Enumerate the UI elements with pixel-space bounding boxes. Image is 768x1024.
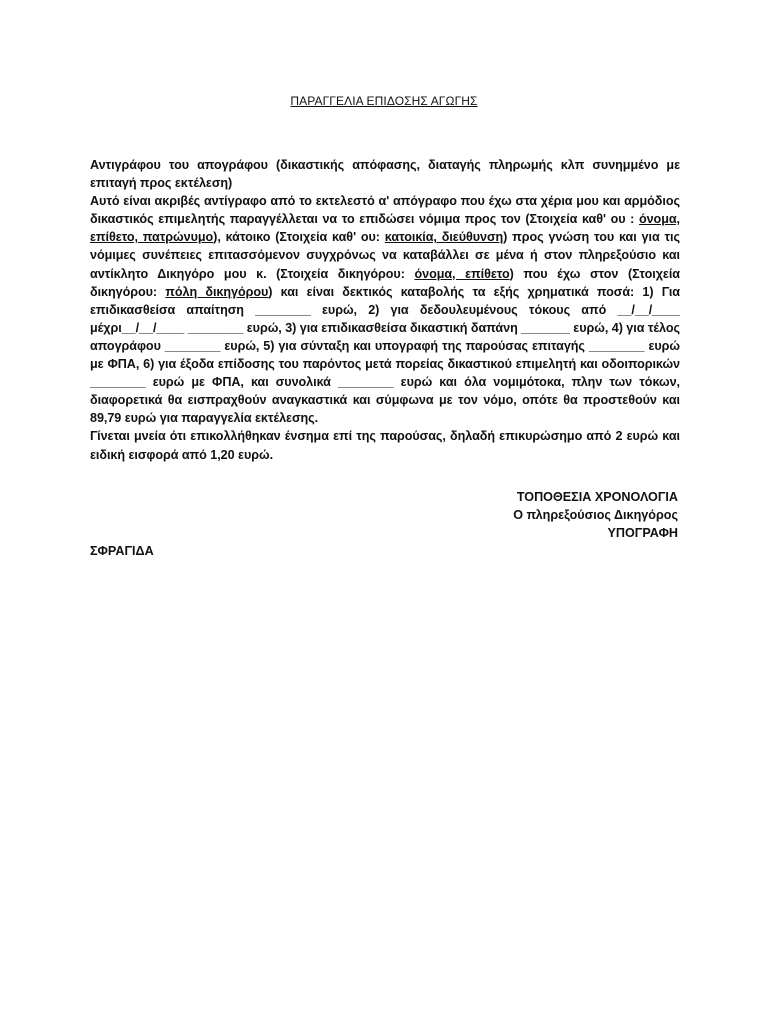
placeholder-debtor-name: όνομα, επίθετο, πατρώνυμο — [90, 212, 680, 245]
paragraph-text: ) που έχω στον (Στοιχεία δικηγόρου: — [90, 266, 680, 299]
paragraph-text: ) προς γνώση του και για τις νόμιμες συνέπειες επιτασσόμενον συγχρόνως να καταβάλλει σε μένα ή στον πληρεξούσιο και αντίκλητο Δικηγόρο μου κ. (Στοιχεία δικηγόρου: — [90, 230, 680, 281]
paragraph-text: Αυτό είναι ακριβές αντίγραφο από το εκτελεστό α' απόγραφο που έχω στα χέρια μου και αρμόδιος δικαστικός επιμελητής παραγγέλλεται να το επιδώσει νόμιμα προς τον (Στοιχεία καθ' ου : — [90, 194, 680, 227]
paragraph-order — [90, 192, 680, 427]
paragraph-text: ) και είναι δεκτικός καταβολής τα εξής χρηματικά ποσά: 1) Για επιδικασθείσα απαίτηση ________ ευρώ, 2) για δεδουλευμένους τόκους από __/__/____ μέχρι__/__/____ ________ ευρώ, 3) για επιδικασθείσα δικαστική δαπάνη _______ ευρώ, 4) για τέλος απογράφου ________ ευρώ, 5) για σύνταξη και υπογραφή της παρούσας επιταγής ________ ευρώ με ΦΠΑ, 6) για έξοδα επίδοσης του παρόντος μετά πορείας δικαστικού επιμελητή και οδοιπορικών ________ ευρώ με ΦΠΑ, και συνολικά ________ ευρώ και όλα νομιμότοκα, πλην των τόκων, διαφορετικά θα εισπραχθούν αναγκαστικά και σύμφωνα με τον νόμο, οπότε θα προστεθούν και 89,79 ευρώ για παραγγελία εκτέλεσης. — [90, 284, 680, 426]
place-date-line: ΤΟΠΟΘΕΣΙΑ ΧΡΟΝΟΛΟΓΙΑ — [516, 490, 678, 504]
paragraph-stamps-note — [90, 427, 680, 463]
document-body — [90, 156, 680, 464]
paragraph-text: Αντιγράφου του απογράφου (δικαστικής απόφασης, διαταγής πληρωμής κλπ συνημμένο με επιταγή προς εκτέλεση) — [90, 158, 680, 191]
paragraph-copy-description — [90, 156, 680, 192]
paragraph-text: Γίνεται μνεία ότι επικολλήθηκαν ένσημα επί της παρούσας, δηλαδή επικυρώσημο από 2 ευρώ και ειδική εισφορά από 1,20 ευρώ. — [90, 429, 680, 462]
attorney-line: Ο πληρεξούσιος Δικηγόρος — [513, 508, 678, 523]
placeholder-lawyer-name: όνομα, επίθετο — [414, 266, 510, 281]
signature-block — [513, 488, 678, 542]
document-title: ΠΑΡΑΓΓΕΛΙΑ ΕΠΙΔΟΣΗΣ ΑΓΩΓΗΣ — [290, 94, 478, 108]
placeholder-debtor-address: κατοικία, διεύθυνση — [384, 230, 504, 245]
signature-line: ΥΠΟΓΡΑΦΗ — [607, 526, 678, 541]
paragraph-text: ), κάτοικο (Στοιχεία καθ' ου: — [213, 230, 385, 245]
placeholder-lawyer-city: πόλη δικηγόρου — [165, 284, 269, 299]
stamp-label: ΣΦΡΑΓΙΔΑ — [90, 544, 154, 558]
